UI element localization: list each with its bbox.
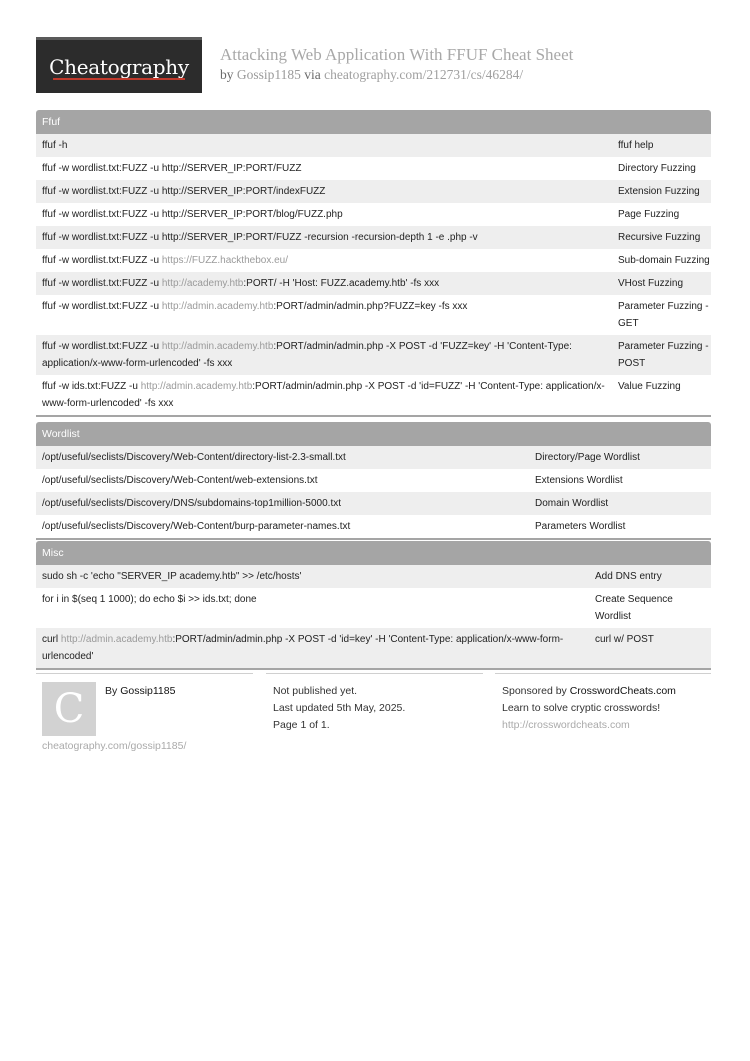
table-row — [36, 565, 711, 588]
section-misc — [36, 541, 711, 670]
description-cell: curl w/ POST — [595, 634, 654, 645]
section-rows — [36, 446, 711, 538]
command-text: :PORT/ -H 'Host: FUZZ.academy.htb' -fs xxx — [243, 278, 440, 289]
section-divider — [36, 668, 711, 670]
table-row — [36, 157, 711, 180]
command-text: curl — [42, 634, 61, 645]
footer-author-column — [36, 673, 253, 732]
sponsor-prefix: Sponsored by — [502, 685, 567, 697]
sponsor-link[interactable]: CrosswordCheats.com — [569, 685, 676, 697]
section-rows — [36, 565, 711, 668]
section-title: Wordlist — [36, 422, 711, 446]
description-cell: Sub-domain Fuzzing — [618, 255, 710, 266]
logo-text: Cheatography — [49, 54, 189, 79]
command-cell: /opt/useful/seclists/Discovery/Web-Content/burp-parameter-names.txt — [42, 521, 351, 532]
command-cell — [42, 631, 595, 665]
description-cell: Extensions Wordlist — [535, 475, 623, 486]
url-link[interactable]: http://admin.academy.htb — [60, 634, 173, 645]
section-title: Ffuf — [36, 110, 711, 134]
command-text: ffuf -w wordlist.txt:FUZZ -u — [42, 255, 162, 266]
command-cell — [42, 275, 614, 292]
command-cell: ffuf -w wordlist.txt:FUZZ -u http://SERVER_IP:PORT/blog/FUZZ.php — [42, 209, 343, 220]
description-cell: Add DNS entry — [595, 571, 662, 582]
command-text: :PORT/admin/admin.php -X POST -d 'FUZZ=key' -H 'Content-Type: application/x-www-form-urlencoded' -fs xxx — [42, 341, 572, 369]
url-link[interactable]: http://academy.htb — [161, 278, 244, 289]
url-link[interactable]: http://admin.academy.htb — [161, 341, 274, 352]
command-cell — [42, 298, 614, 332]
section-wordlist — [36, 422, 711, 540]
command-text: :PORT/admin/admin.php?FUZZ=key -fs xxx — [273, 301, 468, 312]
table-row — [36, 295, 711, 335]
table-row — [36, 272, 711, 295]
command-cell — [42, 252, 614, 269]
table-row — [36, 469, 711, 492]
sheet-url-link[interactable]: cheatography.com/212731/cs/46284/ — [324, 67, 524, 82]
title-block — [220, 45, 573, 84]
command-cell: sudo sh -c 'echo "SERVER_IP academy.htb" >> /etc/hosts' — [42, 571, 302, 582]
section-divider — [36, 538, 711, 540]
by-label: By — [105, 685, 118, 697]
description-cell: Parameter Fuzzing - GET — [618, 301, 709, 329]
table-row — [36, 628, 711, 668]
table-row — [36, 335, 711, 375]
command-text: ffuf -w wordlist.txt:FUZZ -u — [42, 341, 162, 352]
command-text: ffuf -w wordlist.txt:FUZZ -u — [42, 278, 162, 289]
command-text: :PORT/admin/admin.php -X POST -d 'id=key' -H 'Content-Type: application/x-www-form-urlencoded' — [42, 634, 564, 662]
published-status: Not published yet. — [273, 685, 358, 697]
table-row — [36, 180, 711, 203]
url-link[interactable]: http://admin.academy.htb — [140, 381, 253, 392]
section-ffuf — [36, 110, 711, 417]
section-divider — [36, 415, 711, 417]
table-row — [36, 226, 711, 249]
table-row — [36, 203, 711, 226]
command-cell: for i in $(seq 1 1000); do echo $i >> ids.txt; done — [42, 594, 257, 605]
table-row — [36, 492, 711, 515]
byline — [220, 66, 573, 84]
command-text: ffuf -w ids.txt:FUZZ -u — [42, 381, 141, 392]
by-prefix: by — [220, 67, 234, 82]
page-title: Attacking Web Application With FFUF Cheat Sheet — [220, 45, 574, 64]
command-text: ffuf -w wordlist.txt:FUZZ -u — [42, 301, 162, 312]
table-row — [36, 588, 711, 628]
command-cell — [42, 378, 614, 412]
command-cell: /opt/useful/seclists/Discovery/DNS/subdomains-top1million-5000.txt — [42, 498, 342, 509]
description-cell: Extension Fuzzing — [618, 186, 700, 197]
footer-by — [105, 683, 175, 700]
description-cell: Directory/Page Wordlist — [535, 452, 640, 463]
author-link[interactable]: Gossip1185 — [236, 67, 301, 82]
command-cell: ffuf -w wordlist.txt:FUZZ -u http://SERVER_IP:PORT/indexFUZZ — [42, 186, 326, 197]
sponsor-tagline: Learn to solve cryptic crosswords! — [502, 702, 661, 714]
section-title: Misc — [36, 541, 711, 565]
cheatography-logo[interactable] — [36, 37, 202, 93]
url-link[interactable]: https://FUZZ.hackthebox.eu/ — [161, 255, 289, 266]
command-cell — [42, 338, 614, 372]
command-cell: ffuf -w wordlist.txt:FUZZ -u http://SERVER_IP:PORT/FUZZ -recursion -recursion-depth 1 -e .php -v — [42, 232, 478, 243]
url-link[interactable]: http://admin.academy.htb — [161, 301, 274, 312]
last-updated: Last updated 5th May, 2025. — [273, 702, 406, 714]
logo-underline — [53, 78, 185, 80]
avatar-letter: C — [53, 685, 85, 732]
footer-author-link[interactable]: Gossip1185 — [120, 685, 176, 697]
description-cell: Parameters Wordlist — [535, 521, 626, 532]
footer-sponsor-column — [495, 673, 711, 734]
description-cell: Page Fuzzing — [618, 209, 680, 220]
table-row — [36, 249, 711, 272]
table-row — [36, 446, 711, 469]
description-cell: Create Sequence Wordlist — [595, 594, 673, 622]
description-cell: Recursive Fuzzing — [618, 232, 701, 243]
table-row — [36, 375, 711, 415]
table-row — [36, 515, 711, 538]
footer-meta-column — [266, 673, 483, 734]
author-profile-link[interactable]: cheatography.com/gossip1185/ — [42, 740, 187, 752]
table-row — [36, 134, 711, 157]
command-cell: /opt/useful/seclists/Discovery/Web-Content/directory-list-2.3-small.txt — [42, 452, 346, 463]
description-cell: Value Fuzzing — [618, 381, 681, 392]
description-cell: ffuf help — [618, 140, 654, 151]
command-cell: ffuf -w wordlist.txt:FUZZ -u http://SERVER_IP:PORT/FUZZ — [42, 163, 302, 174]
command-cell: /opt/useful/seclists/Discovery/Web-Content/web-extensions.txt — [42, 475, 318, 486]
command-text: :PORT/admin/admin.php -X POST -d 'id=FUZZ' -H 'Content-Type: application/x-www-form-urlencoded' -fs xxx — [42, 381, 605, 409]
description-cell: Parameter Fuzzing - POST — [618, 341, 709, 369]
avatar[interactable] — [42, 682, 96, 736]
via-label: via — [304, 67, 321, 82]
description-cell: Domain Wordlist — [535, 498, 609, 509]
page-number: Page 1 of 1. — [273, 719, 330, 731]
header — [36, 37, 716, 93]
command-cell: ffuf -h — [42, 140, 68, 151]
sponsor-url-link[interactable]: http://crosswordcheats.com — [502, 719, 630, 731]
sponsor-line — [495, 683, 711, 700]
description-cell: Directory Fuzzing — [618, 163, 696, 174]
description-cell: VHost Fuzzing — [618, 278, 684, 289]
section-rows — [36, 134, 711, 415]
